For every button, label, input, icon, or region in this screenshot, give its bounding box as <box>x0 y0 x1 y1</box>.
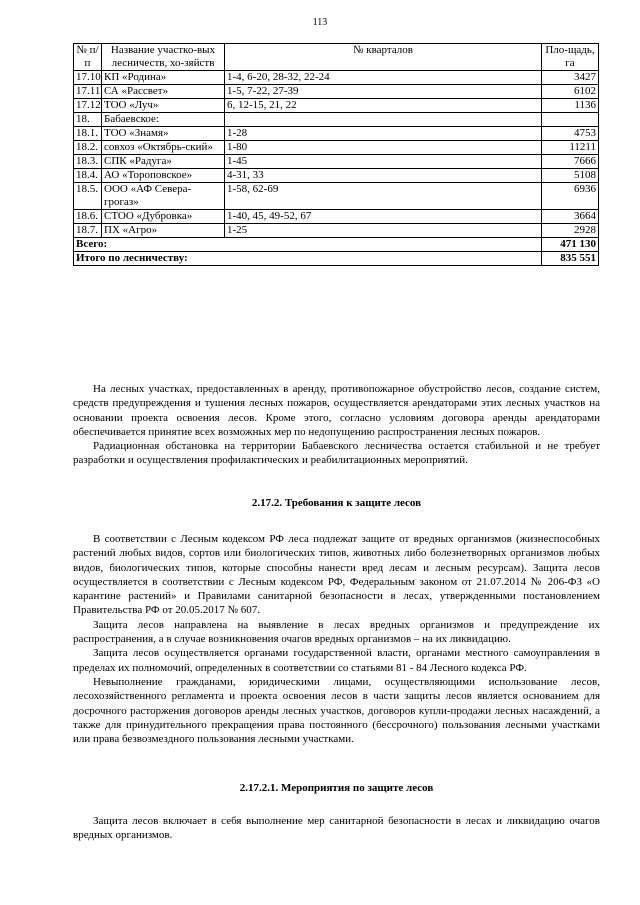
row-name: СПК «Радуга» <box>102 155 225 169</box>
paragraph-block-3 <box>73 814 600 843</box>
paragraph-radiation: Радиационная обстановка на территории Бабаевского лесничества остается стабильной и не требует разработки и осуществления профилактических и реабилитационных мероприятий. <box>73 440 600 467</box>
table-row <box>74 85 599 99</box>
total-row <box>74 238 599 252</box>
row-num: 18.7. <box>74 224 102 238</box>
row-name: ТОО «Знамя» <box>102 127 225 141</box>
row-name: КП «Родина» <box>102 71 225 85</box>
row-name: АО «Тороповское» <box>102 169 225 183</box>
row-area: 7666 <box>542 155 599 169</box>
paragraph-block-2 <box>73 532 600 746</box>
row-num: 18. <box>74 113 102 127</box>
paragraph-protection-aim: Защита лесов направлена на выявление в лесах вредных организмов и предупреждение их распространения, а в случае возникновения очагов вредных организмов – на их ликвидацию. <box>73 618 600 646</box>
row-area: 3664 <box>542 210 599 224</box>
row-quarters: 1-28 <box>225 127 542 141</box>
row-quarters <box>225 113 542 127</box>
total-label: Всего: <box>74 238 542 252</box>
paragraph-block-1 <box>73 382 600 468</box>
table-row <box>74 127 599 141</box>
grand-total-row <box>74 252 599 266</box>
header-quarters: № кварталов <box>225 44 542 71</box>
row-num: 18.3. <box>74 155 102 169</box>
header-name: Название участко-вых лесничеств, хо-зяйств <box>102 44 225 71</box>
row-num: 18.2. <box>74 141 102 155</box>
row-num: 17.12 <box>74 99 102 113</box>
table-row <box>74 141 599 155</box>
total-value: 471 130 <box>542 238 599 252</box>
row-quarters: 1-58, 62-69 <box>225 183 542 210</box>
table-header-row <box>74 44 599 71</box>
row-name: совхоз «Октябрь-ский» <box>102 141 225 155</box>
table-row <box>74 99 599 113</box>
row-area: 6936 <box>542 183 599 210</box>
row-num: 17.10 <box>74 71 102 85</box>
row-area: 1136 <box>542 99 599 113</box>
row-quarters: 1-4, 6-20, 28-32, 22-24 <box>225 71 542 85</box>
grand-total-value: 835 551 <box>542 252 599 266</box>
row-name: СТОО «Дубровка» <box>102 210 225 224</box>
header-num: № п/п <box>74 44 102 71</box>
subsection-heading-measures: 2.17.2.1. Мероприятия по защите лесов <box>239 782 434 794</box>
row-name: СА «Рассвет» <box>102 85 225 99</box>
paragraph-measures: Защита лесов включает в себя выполнение мер санитарной безопасности в лесах и ликвидацию очагов вредных организмов. <box>73 815 600 842</box>
row-name: ПХ «Агро» <box>102 224 225 238</box>
row-name: ООО «АФ Севера-грогаз» <box>102 183 225 210</box>
row-quarters: 1-40, 45, 49-52, 67 <box>225 210 542 224</box>
row-quarters: 6, 12-15, 21, 22 <box>225 99 542 113</box>
table-row <box>74 210 599 224</box>
row-num: 18.5. <box>74 183 102 210</box>
table-row <box>74 71 599 85</box>
row-area: 2928 <box>542 224 599 238</box>
row-area: 6102 <box>542 85 599 99</box>
row-num: 18.1. <box>74 127 102 141</box>
row-num: 18.4. <box>74 169 102 183</box>
paragraph-fire-safety: На лесных участках, предоставленных в аренду, противопожарное обустройство лесов, создание систем, средств предупреждения и тушения лесных пожаров, осуществляется арендаторами этих лесных участков на основании проекта освоения лесов. Кроме этого, согласно условиям договора аренды арендаторами обеспечивается принятие всех возможных мер по недопущению распространения лесных пожаров. <box>73 383 600 438</box>
row-quarters: 4-31, 33 <box>225 169 542 183</box>
table-row <box>74 183 599 210</box>
page-number: 113 <box>312 17 328 28</box>
table-row <box>74 155 599 169</box>
header-area: Пло-щадь, га <box>542 44 599 71</box>
paragraph-forest-code: В соответствии с Лесным кодексом РФ леса подлежат защите от вредных организмов (жизнеспособных растений любых видов, сортов или биологических типов, животных либо болезнетворных организмов любых видов, биологических типов, которые способны нанести вред лесам и лесным ресурсам). Защита лесов осуществляется в соответствии с Лесным кодексом РФ, Федеральным законом от 21.07.2014 № 206-ФЗ «О карантине растений» и Правилами санитарной безопасности в лесах, утвержденными постановлением Правительства РФ от 20.05.2017 № 607. <box>73 533 600 617</box>
paragraph-violations: Невыполнение гражданами, юридическими лицами, осуществляющими использование лесов, лесохозяйственного регламента и проекта освоения лесов в части защиты лесов является основанием для досрочного расторжения договоров аренды лесных участков, договоров купли-продажи лесных насаждений, а также для принудительного прекращения права постоянного (бессрочного) пользования лесными участками или права безвозмездного пользования лесными участками. <box>73 675 600 746</box>
row-name: ТОО «Луч» <box>102 99 225 113</box>
table-row <box>74 169 599 183</box>
row-area: 4753 <box>542 127 599 141</box>
grand-total-label: Итого по лесничеству: <box>74 252 542 266</box>
row-area: 3427 <box>542 71 599 85</box>
table-row <box>74 224 599 238</box>
row-num: 18.6. <box>74 210 102 224</box>
row-quarters: 1-5, 7-22, 27-39 <box>225 85 542 99</box>
forestry-table <box>73 43 599 266</box>
row-quarters: 1-80 <box>225 141 542 155</box>
section-heading-forest-protection: 2.17.2. Требования к защите лесов <box>251 497 422 509</box>
row-quarters: 1-45 <box>225 155 542 169</box>
row-area: 5108 <box>542 169 599 183</box>
row-quarters: 1-25 <box>225 224 542 238</box>
row-num: 17.11 <box>74 85 102 99</box>
table-row <box>74 113 599 127</box>
row-area: 11211 <box>542 141 599 155</box>
row-area <box>542 113 599 127</box>
row-name: Бабаевское: <box>102 113 225 127</box>
paragraph-authorities: Защита лесов осуществляется органами государственной власти, органами местного самоуправления в пределах их полномочий, определенных в соответствии со статьями 81 - 84 Лесного кодекса РФ. <box>73 647 600 674</box>
